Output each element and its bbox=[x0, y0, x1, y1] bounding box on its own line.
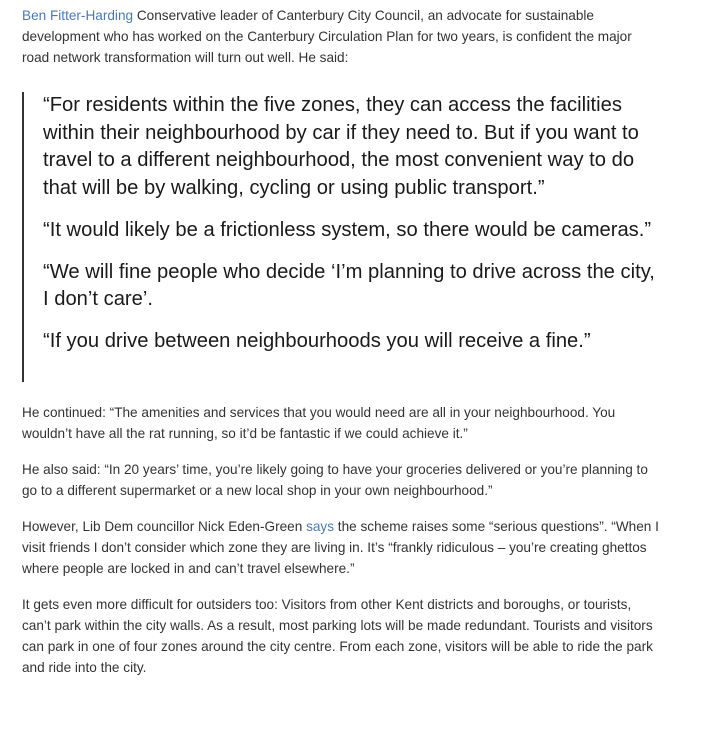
intro-text: Conservative leader of Canterbury City Council, an advocate for sustainable development who has worked on the Canterbury Circulation Plan for two years, is confident the major road network transformation will turn out well. He said: bbox=[22, 8, 632, 65]
says-link[interactable]: says bbox=[306, 518, 335, 534]
article-body bbox=[22, 5, 662, 678]
however-text-before: However, Lib Dem councillor Nick Eden-Green bbox=[22, 518, 307, 534]
ben-fitter-harding-link[interactable]: Ben Fitter-Harding bbox=[22, 8, 134, 23]
paragraph-however bbox=[22, 516, 662, 579]
paragraph-also-said: He also said: “In 20 years’ time, you’re likely going to have your groceries delivered or you’re planning to go to a different supermarket or a new local shop in your own neighbourhood.” bbox=[22, 461, 648, 498]
however-text-after: the scheme raises some “serious questions”. “When I visit friends I don’t consider which zone they are living in. It’s “frankly ridiculous – you’re creating ghettos where people are locked in and can’t travel elsewhere.” bbox=[22, 518, 659, 576]
quote-1: “For residents within the five zones, they can access the facilities within their neighbourhood by car if they need to. But if you want to travel to a different neighbourhood, the most convenient way to do that will be by walking, cycling or using public transport.” bbox=[43, 94, 639, 200]
quote-3: “We will fine people who decide ‘I’m planning to drive across the city, I don’t care’. bbox=[43, 260, 655, 311]
paragraph-continued: He continued: “The amenities and services that you would need are all in your neighbourhood. You wouldn’t have all the rat running, so it’d be fantastic if we could achieve it.” bbox=[22, 404, 616, 441]
intro-paragraph bbox=[22, 5, 662, 68]
paragraph-outsiders: It gets even more difficult for outsiders too: Visitors from other Kent districts and boroughs, or tourists, can’t park within the city walls. As a result, most parking lots will be made redundant. Tourists and visitors can park in one of four zones around the city centre. From each zone, visitors will be able to ride the park and ride into the city. bbox=[22, 596, 653, 675]
quote-2: “It would likely be a frictionless system, so there would be cameras.” bbox=[43, 218, 652, 241]
blockquote bbox=[22, 92, 662, 382]
quote-4: “If you drive between neighbourhoods you will receive a fine.” bbox=[43, 329, 591, 352]
